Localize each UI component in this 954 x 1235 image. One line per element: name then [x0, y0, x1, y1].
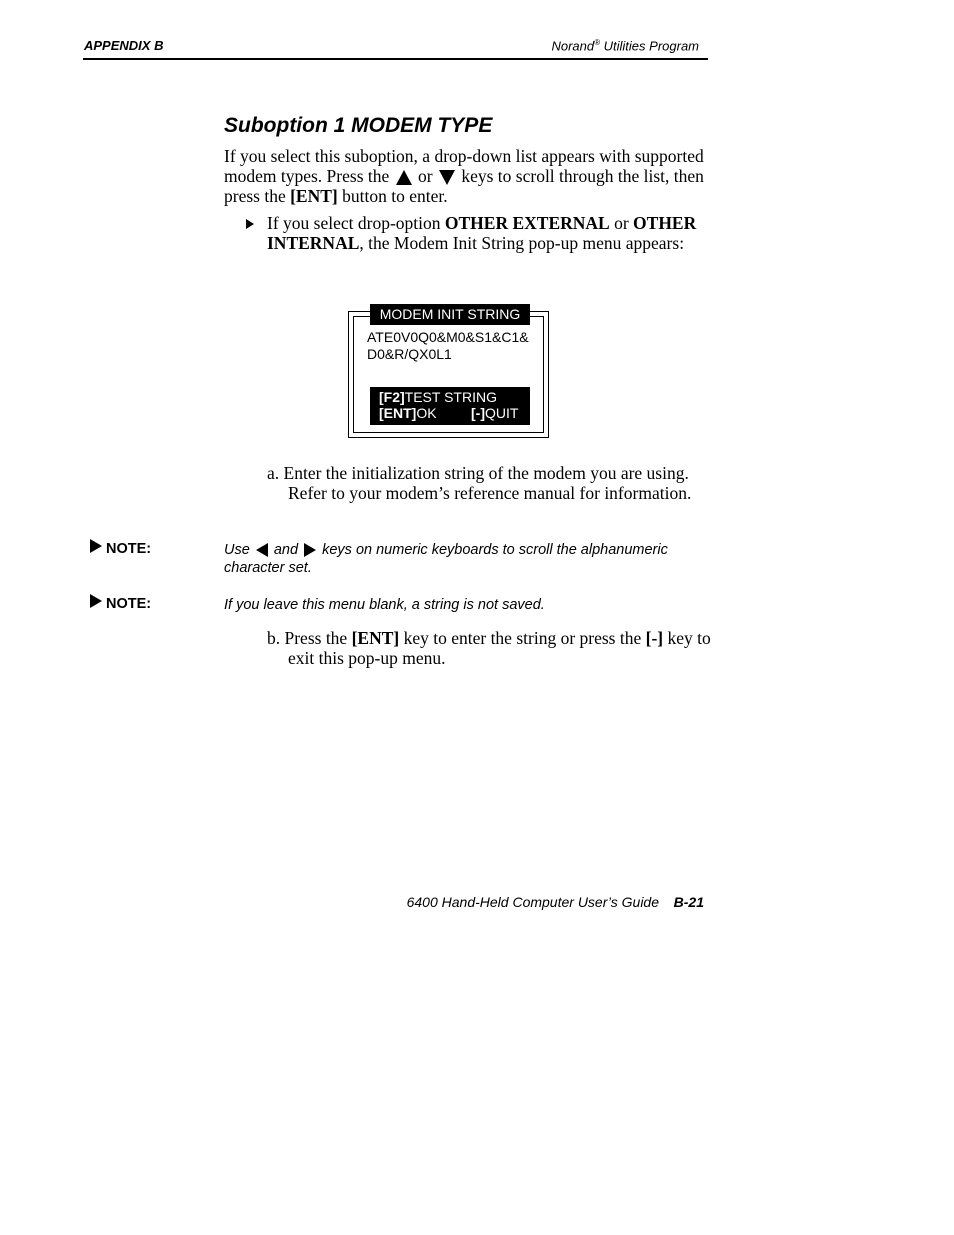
note-text: If you leave this menu blank, a string is not saved. [224, 597, 545, 613]
running-header-section: APPENDIX B [84, 38, 164, 53]
step-b-text-1: Press the [284, 628, 352, 648]
header-brand: Norand [551, 38, 595, 54]
ent-key-label: [ENT] [351, 628, 400, 648]
note1-text-2: and [269, 542, 303, 558]
step-a-text: Enter the initialization string of the modem you are using. Refer to your modem’s reference manual for information. [283, 463, 692, 503]
quit-button[interactable] [471, 405, 518, 421]
step-b-text-2: key to enter the string or press the [399, 628, 646, 648]
step-b [267, 628, 738, 668]
init-string-line-1: ATE0V0Q0&M0&S1&C1& [367, 329, 529, 345]
note-arrow-icon [90, 539, 102, 553]
step-a [267, 463, 730, 503]
init-string-line-2: D0&R/QX0L1 [367, 346, 452, 362]
intro-text-4: button to enter. [337, 186, 448, 206]
note1-text-1: Use [224, 542, 254, 558]
bullet-paragraph [267, 213, 707, 253]
bullet-arrow-icon [246, 219, 254, 229]
ok-button[interactable] [379, 405, 437, 421]
header-rule [83, 58, 708, 60]
note1-text-3: keys on numeric keyboards to scroll the alphanumeric character set. [224, 542, 668, 576]
step-b-text-3: key to exit this pop-up menu. [288, 628, 711, 668]
note-text [224, 541, 714, 577]
popup-button-bar [370, 387, 530, 425]
ent-key-label: [ENT] [290, 186, 338, 206]
bullet-text-1: If you select drop-option [267, 213, 445, 233]
note-arrow-icon [90, 594, 102, 608]
option-other-internal: OTHER INTERNAL [267, 213, 697, 253]
ent-key: [ENT] [379, 405, 417, 421]
running-header-title [551, 38, 699, 53]
intro-text-1: If you select this suboption, a drop-down list appears with supported modem types. Press the [224, 146, 704, 186]
intro-text-2: or [413, 166, 437, 186]
intro-paragraph [224, 146, 708, 206]
test-string-button[interactable] [379, 389, 497, 405]
ok-label: OK [416, 405, 437, 421]
right-arrow-icon [304, 543, 316, 557]
intro-text-3: keys to scroll through the list, then press the [224, 166, 704, 206]
page-number: B-21 [673, 894, 704, 910]
test-string-label: TEST STRING [404, 389, 497, 405]
minus-key-label: [-] [645, 628, 664, 648]
quit-label: QUIT [485, 405, 519, 421]
minus-key: [-] [471, 405, 485, 421]
step-b-marker: b. [267, 628, 281, 648]
step-a-marker: a. [267, 463, 280, 483]
footer-book-title: 6400 Hand-Held Computer User’s Guide [406, 894, 659, 910]
up-arrow-icon [396, 170, 412, 185]
bullet-text-2: or [609, 213, 634, 233]
popup-title: MODEM INIT STRING [370, 304, 530, 325]
registered-mark: ® [594, 38, 601, 47]
f2-key: [F2] [379, 389, 405, 405]
header-program: Utilities Program [600, 38, 699, 54]
option-other-external: OTHER EXTERNAL [444, 213, 610, 233]
down-arrow-icon [439, 170, 455, 185]
note-label: NOTE: [106, 541, 152, 557]
section-title: Suboption 1 MODEM TYPE [224, 114, 493, 137]
bullet-text-3: , the Modem Init String pop-up menu appears: [359, 233, 685, 253]
note-label: NOTE: [106, 596, 152, 612]
left-arrow-icon [256, 543, 268, 557]
